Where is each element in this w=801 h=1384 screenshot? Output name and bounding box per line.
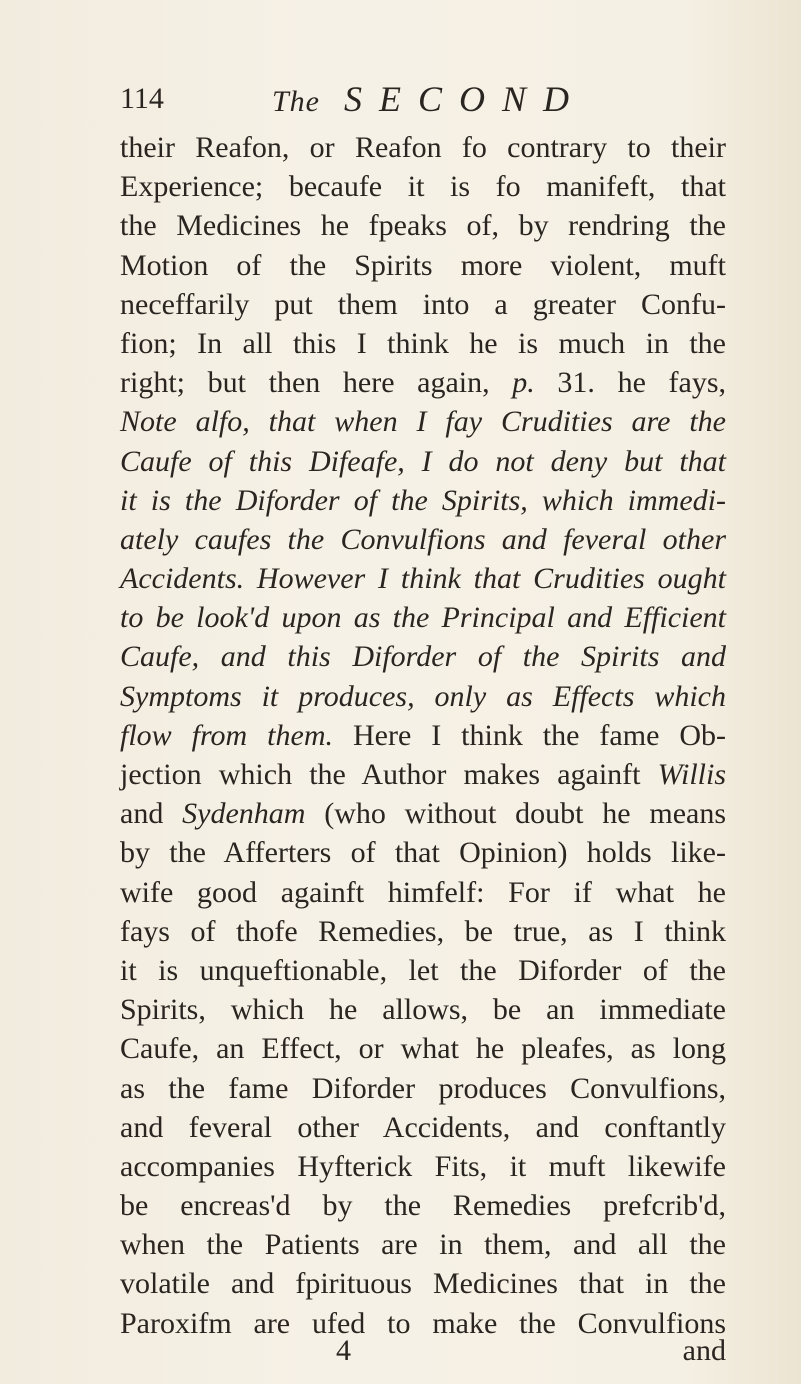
text-line-italic: Note alfo, that when I fay Crudities are the	[120, 405, 726, 439]
text-line: accompanies Hyfterick Fits, it muft likewife	[120, 1149, 726, 1183]
page-number: 114	[120, 82, 164, 115]
text-line: be encreas'd by the Remedies prefcrib'd,	[120, 1189, 726, 1223]
text-line: it is unqueftionable, let the Diforder of the	[120, 953, 726, 987]
text-line: Paroxifm are ufed to make the Convulfions	[120, 1306, 726, 1340]
text-line: Caufe, an Effect, or what he pleafes, as long	[120, 1032, 726, 1066]
text-line: volatile and fpirituous Medicines that in the	[120, 1267, 726, 1301]
text-line-italic: ately caufes the Convulfions and feveral other	[120, 522, 726, 556]
text-line-italic: Caufe of this Difeafe, I do not deny but that	[120, 444, 726, 478]
text-segment: 31. he fays,	[557, 366, 726, 400]
text-line: their Reafon, or Reafon fo contrary to their	[120, 131, 726, 164]
text-line	[120, 716, 726, 755]
text-line-italic: to be look'd upon as the Principal and Efficient	[120, 601, 726, 635]
text-segment: and	[120, 797, 164, 831]
text-line: when the Patients are in them, and all the	[120, 1228, 726, 1262]
text-line: neceffarily put them into a greater Confu-	[120, 287, 726, 321]
text-line-italic: it is the Diforder of the Spirits, which immedi-	[120, 483, 726, 517]
text-segment: Here I think the fame Ob-	[352, 718, 727, 752]
author-name: Sydenham	[182, 797, 306, 831]
quote-end: flow from them.	[120, 718, 333, 752]
text-segment: jection which the Author makes againft	[120, 758, 641, 791]
text-line: fion; In all this I think he is much in the	[120, 326, 726, 360]
running-title	[272, 78, 586, 120]
text-line	[120, 794, 726, 833]
text-line-italic: Symptoms it produces, only as Effects which	[120, 679, 726, 713]
text-line: and feveral other Accidents, and conftantly	[120, 1110, 726, 1144]
catchword: and	[682, 1334, 726, 1367]
text-line: Motion of the Spirits more violent, muft	[120, 248, 726, 282]
running-title-word: SECOND	[344, 79, 587, 119]
text-line-italic: Accidents. However I think that Crudities ought	[120, 562, 726, 596]
text-line: wife good againft himfelf: For if what he	[120, 875, 726, 909]
body-text	[120, 128, 726, 1343]
text-line-italic: Caufe, and this Diforder of the Spirits and	[120, 640, 726, 674]
text-line	[120, 755, 726, 794]
page-footer	[120, 1334, 726, 1374]
running-head	[120, 78, 720, 124]
text-line: fays of thofe Remedies, be true, as I think	[120, 914, 726, 948]
text-line: by the Afferters of that Opinion) holds like-	[120, 836, 726, 870]
author-name: Willis	[657, 758, 727, 791]
text-segment: right; but then here again,	[120, 366, 490, 400]
text-line: as the fame Diforder produces Convulfions,	[120, 1071, 726, 1105]
text-segment: (who without doubt he means	[324, 797, 727, 831]
signature-mark: 4	[336, 1334, 351, 1367]
text-line: the Medicines he fpeaks of, by rendring the	[120, 209, 726, 243]
page-reference: p.	[512, 366, 535, 400]
text-line: Experience; becaufe it is fo manifeft, that	[120, 170, 726, 204]
running-title-the: The	[272, 85, 320, 118]
text-line	[120, 363, 726, 402]
text-line: Spirits, which he allows, be an immediate	[120, 993, 726, 1027]
